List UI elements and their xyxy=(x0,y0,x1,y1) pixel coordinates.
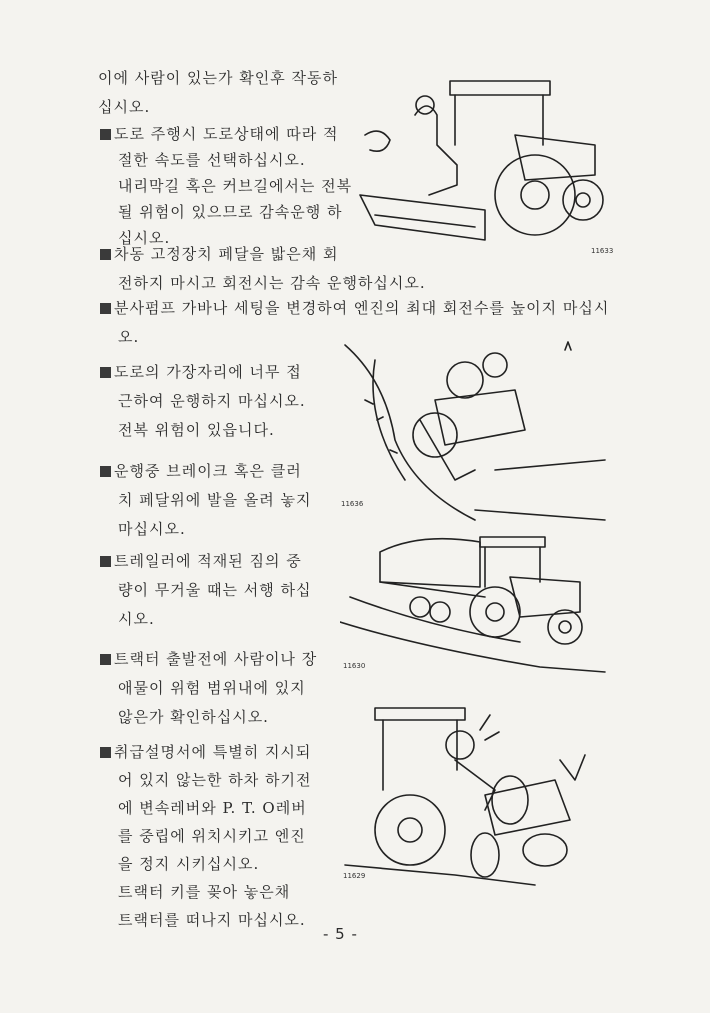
square-bullet-icon xyxy=(100,654,111,665)
square-bullet-icon xyxy=(100,129,111,140)
tractor-overturned-at-road-edge-illustration xyxy=(335,340,610,525)
text-line: 트랙터 키를 꽂아 놓은채 xyxy=(118,883,291,901)
text-line: 시오. xyxy=(118,610,155,628)
tractor-towing-loaded-trailer-illustration xyxy=(340,527,610,677)
figure-number: 11630 xyxy=(343,662,366,670)
text-line: 절한 속도를 선택하십시오. xyxy=(118,151,306,169)
text-block-leaving-tractor xyxy=(100,738,311,934)
text-block-road-edge xyxy=(100,358,306,445)
text-line: 트랙터를 떠나지 마십시오. xyxy=(118,911,306,929)
text-line: 량이 무거울 때는 서행 하십 xyxy=(118,581,312,599)
text-line: 전복 위험이 있읍니다. xyxy=(118,421,275,439)
text-line: 이에 사람이 있는가 확인후 작동하 xyxy=(98,69,338,87)
text-line: 트랙터 출발전에 사람이나 장 xyxy=(114,650,318,668)
text-line: 차동 고정장치 페달을 밟은채 회 xyxy=(114,245,339,263)
square-bullet-icon xyxy=(100,367,111,378)
square-bullet-icon xyxy=(100,466,111,477)
text-line: 십시오. xyxy=(98,98,151,116)
text-line: 전하지 마시고 회전시는 감속 운행하십시오. xyxy=(118,274,426,292)
text-line: 않은가 확인하십시오. xyxy=(118,708,269,726)
square-bullet-icon xyxy=(100,303,111,314)
text-line: 오. xyxy=(118,328,140,346)
text-line: 도로의 가장자리에 너무 접 xyxy=(114,363,302,381)
text-line: 어 있지 않는한 하차 하기전 xyxy=(118,771,312,789)
square-bullet-icon xyxy=(100,249,111,260)
text-line: 마십시오. xyxy=(118,520,186,538)
text-line: 를 중립에 위치시키고 엔진 xyxy=(118,827,306,845)
figure-number: 11633 xyxy=(591,247,614,255)
text-block-start-check xyxy=(100,645,317,732)
figure-number: 11629 xyxy=(343,872,366,880)
text-line: 근하여 운행하지 마십시오. xyxy=(118,392,306,410)
text-block-pedals xyxy=(100,457,311,544)
page-number: - 5 - xyxy=(323,925,358,943)
text-block-trailer xyxy=(100,547,311,634)
tractor-with-rotary-tiller-illustration xyxy=(355,75,615,260)
text-line: 내리막길 혹은 커브길에서는 전복 xyxy=(118,177,353,195)
text-block-road-speed xyxy=(100,121,352,251)
text-line: 될 위험이 있으므로 감속운행 하 xyxy=(118,203,343,221)
text-line: 치 페달위에 발을 올려 놓지 xyxy=(118,491,312,509)
text-line: 십시오. xyxy=(118,229,171,247)
square-bullet-icon xyxy=(100,556,111,567)
text-line: 애물이 위험 범위내에 있지 xyxy=(118,679,306,697)
text-line: 취급설명서에 특별히 지시되 xyxy=(114,743,312,761)
text-line: 운행중 브레이크 혹은 클러 xyxy=(114,462,302,480)
text-line: 에 변속레버와 P. T. O레버 xyxy=(118,799,307,817)
text-line: 트레일러에 적재된 짐의 중 xyxy=(114,552,302,570)
tractor-crashing-into-barrels-illustration xyxy=(335,700,600,890)
square-bullet-icon xyxy=(100,747,111,758)
text-line: 을 정지 시키십시오. xyxy=(118,855,260,873)
text-block-intro xyxy=(98,64,338,122)
text-line: 도로 주행시 도로상태에 따라 적 xyxy=(114,125,339,143)
figure-number: 11636 xyxy=(341,500,364,508)
text-line: 분사펌프 가바나 세팅을 변경하여 엔진의 최대 회전수를 높이지 마십시 xyxy=(114,299,610,317)
